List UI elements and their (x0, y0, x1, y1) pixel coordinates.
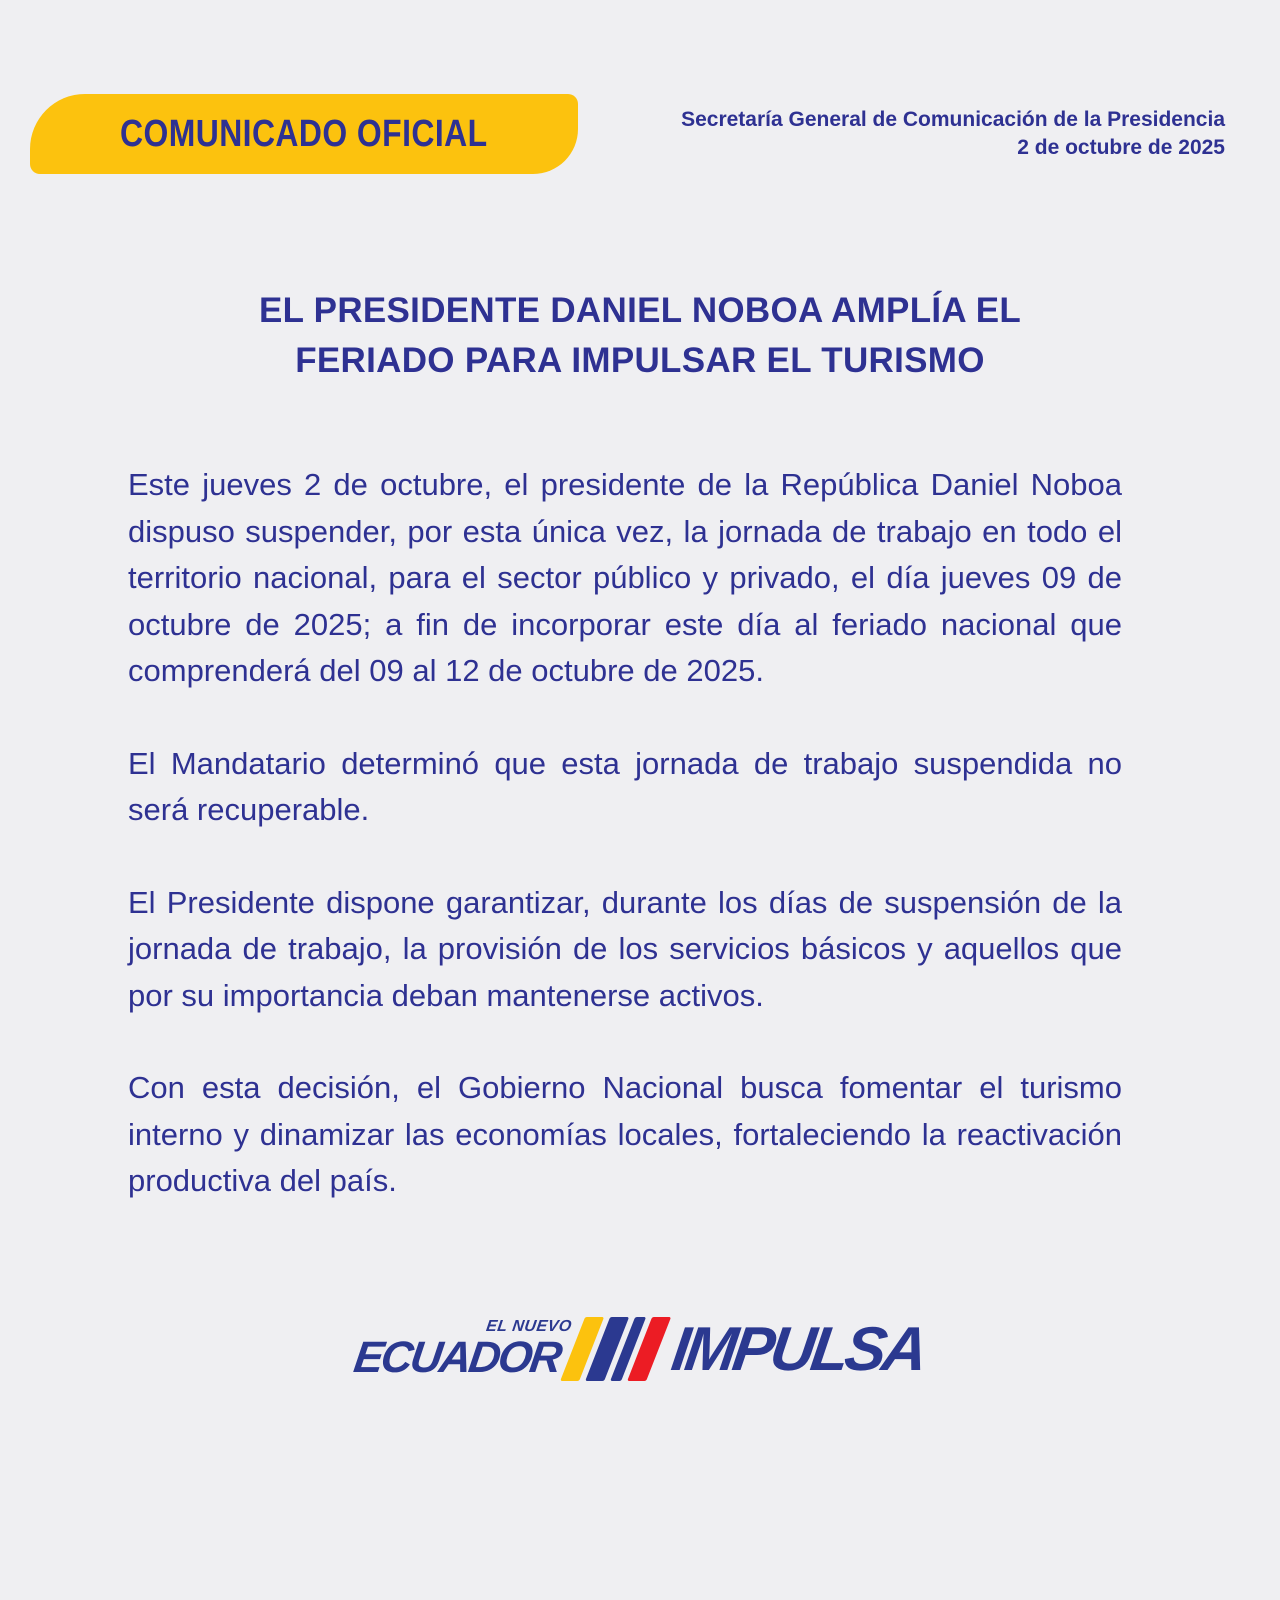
nuevo-ecuador-impulsa-logo (351, 1314, 929, 1384)
paragraph-basic-services: El Presidente dispone garantizar, durante los días de suspensión de la jornada de trabajo, la provisión de los servicios básicos y aquellos que por su importancia deban mantenerse activos. (128, 884, 1122, 1013)
title-line-1: EL PRESIDENTE DANIEL NOBOA AMPLÍA EL (258, 291, 1022, 330)
ecuador-wordmark: ECUADOR (351, 1332, 563, 1382)
header-info (578, 106, 1280, 162)
footer (0, 1314, 1280, 1384)
el-nuevo-tagline: EL NUEVO (485, 1317, 573, 1335)
announcement-body (128, 462, 1122, 1205)
impulsa-wordmark: IMPULSA (667, 1314, 929, 1384)
paragraph-tourism-goal: Con esta decisión, el Gobierno Nacional busca fomentar el turismo interno y dinamizar las economías locales, fortaleciendo la reactivación productiva del país. (128, 1070, 1122, 1198)
page-title (0, 286, 1280, 386)
date-line: 2 de octubre de 2025 (1017, 136, 1225, 159)
paragraph-decree: Este jueves 2 de octubre, el presidente de la República Daniel Noboa dispuso suspender, por esta única vez, la jornada de trabajo en todo el territorio nacional, para el sector público y privado, el día jueves 09 de octubre de 2025; a fin de incorporar este día al feriado nacional que comprenderá del 09 al 12 de octubre de 2025. (128, 467, 1122, 688)
header (0, 0, 1280, 174)
official-statement-badge-label: COMUNICADO OFICIAL (120, 112, 488, 155)
official-statement-badge (30, 94, 578, 174)
ecuador-wordmark-block (351, 1317, 573, 1382)
secretariat-line: Secretaría General de Comunicación de la Presidencia (681, 108, 1225, 131)
flag-stripes-icon (560, 1317, 671, 1381)
title-line-2: FERIADO PARA IMPULSAR EL TURISMO (295, 341, 985, 380)
paragraph-non-recoverable: El Mandatario determinó que esta jornada de trabajo suspendida no será recuperable. (128, 745, 1122, 827)
